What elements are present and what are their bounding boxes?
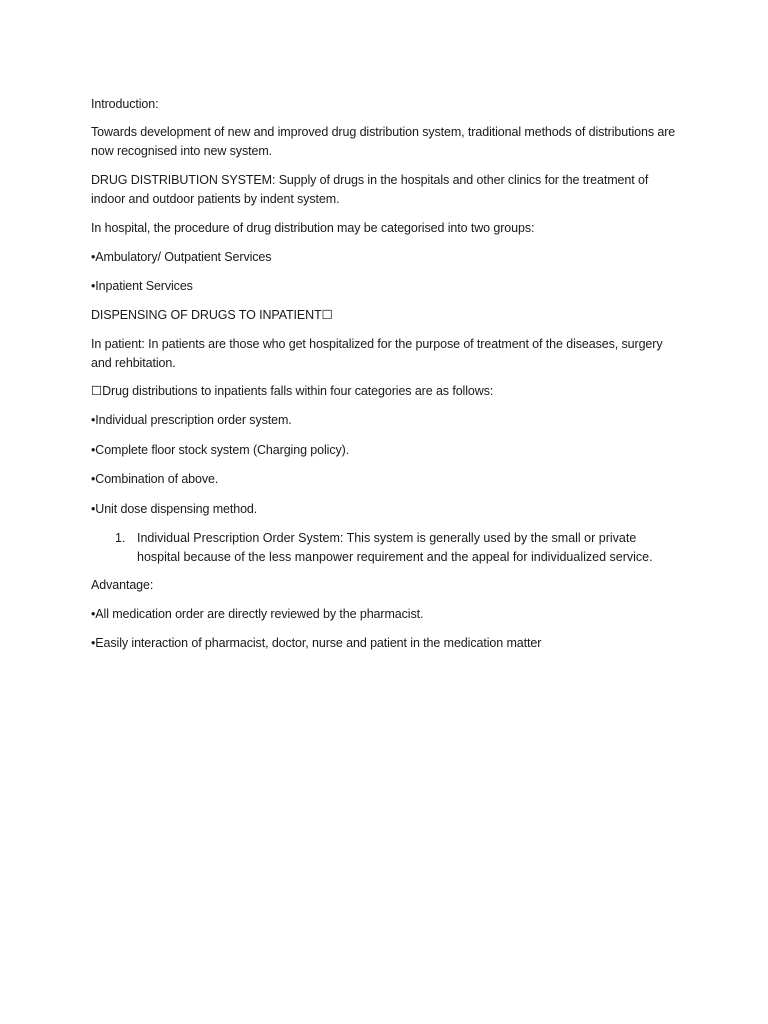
introduction-heading: Introduction: <box>91 97 159 111</box>
bullet-combination: •Combination of above. <box>91 472 219 486</box>
bullet-inpatient-services: •Inpatient Services <box>91 279 193 293</box>
dispensing-heading: DISPENSING OF DRUGS TO INPATIENT☐ <box>91 308 333 322</box>
bullet-individual-prescription: •Individual prescription order system. <box>91 413 292 427</box>
bullet-unit-dose: •Unit dose dispensing method. <box>91 502 258 516</box>
bullet-ambulatory: •Ambulatory/ Outpatient Services <box>91 250 272 264</box>
categories-intro-paragraph: ☐Drug distributions to inpatients falls within four categories are as follows: <box>91 384 494 398</box>
numbered-item-number: 1. <box>115 531 126 545</box>
drug-distribution-system-paragraph: DRUG DISTRIBUTION SYSTEM: Supply of drugs in the hospitals and other clinics for the treatment of indoor and outdoor patients by indent system. <box>91 173 649 206</box>
bullet-floor-stock: •Complete floor stock system (Charging policy). <box>91 443 350 457</box>
hospital-procedure-paragraph: In hospital, the procedure of drug distribution may be categorised into two groups: <box>91 221 535 235</box>
numbered-item <box>115 529 681 566</box>
bullet-advantage-review: •All medication order are directly reviewed by the pharmacist. <box>91 607 424 621</box>
intro-paragraph: Towards development of new and improved drug distribution system, traditional methods of distributions are now recognised into new system. <box>91 125 676 158</box>
bullet-advantage-interaction: •Easily interaction of pharmacist, doctor, nurse and patient in the medication matter <box>91 636 542 650</box>
numbered-item-text: Individual Prescription Order System: This system is generally used by the small or private hospital because of the less manpower requirement and the appeal for individualized service. <box>137 531 653 564</box>
advantage-heading: Advantage: <box>91 578 154 592</box>
inpatient-definition-paragraph: In patient: In patients are those who get hospitalized for the purpose of treatment of the diseases, surgery and rehbitation. <box>91 337 663 370</box>
